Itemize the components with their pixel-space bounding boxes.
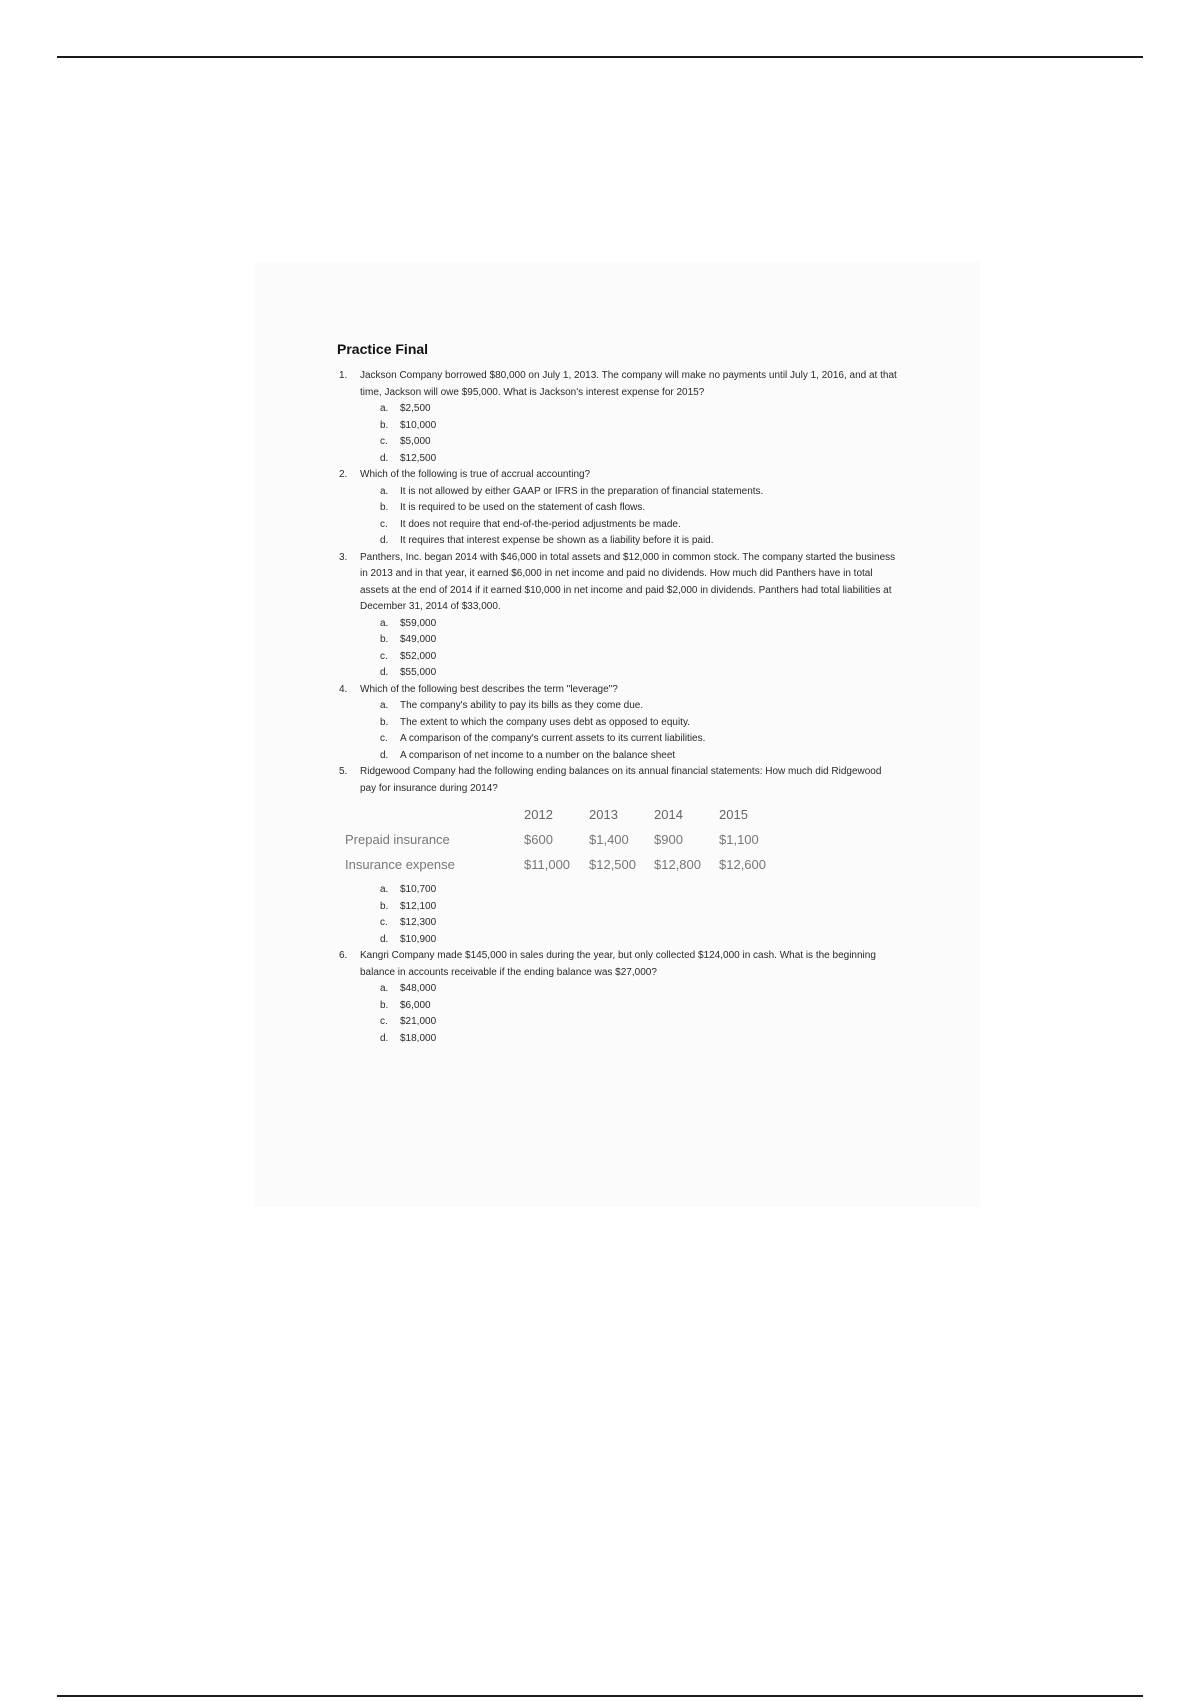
table-cell: $1,100	[719, 832, 759, 848]
option-letter: d.	[380, 933, 389, 945]
option-letter: c.	[380, 650, 388, 662]
answer-option-d	[380, 533, 897, 550]
answer-option-a	[380, 401, 897, 418]
question-text: Jackson Company borrowed $80,000 on July 1, 2013. The company will make no payments until July 1, 2016, and at that time, Jackson will owe $95,000. What is Jackson's interest expense for 2015?	[360, 370, 897, 398]
answer-option-b	[380, 632, 897, 649]
answer-option-c	[380, 649, 897, 666]
answer-option-a	[380, 698, 897, 715]
option-text: $12,300	[400, 917, 437, 928]
option-letter: b.	[380, 634, 389, 645]
question-3	[337, 550, 897, 682]
option-text: $12,100	[400, 900, 437, 912]
option-letter: a.	[380, 700, 389, 711]
answer-option-c	[380, 915, 897, 932]
option-letter: a.	[380, 485, 389, 497]
answer-options	[380, 484, 897, 550]
option-text: $5,000	[400, 436, 431, 447]
question-number: 3.	[339, 551, 348, 563]
answer-option-b	[380, 500, 897, 517]
option-text: A comparison of net income to a number on the balance sheet	[400, 749, 676, 761]
answer-options	[380, 616, 897, 682]
row-label: Insurance expense	[345, 857, 455, 873]
answer-option-b	[380, 715, 897, 732]
question-text: Which of the following is true of accrual accounting?	[360, 469, 591, 480]
option-text: $10,000	[400, 419, 437, 431]
question-4	[337, 682, 897, 765]
answer-options	[380, 981, 897, 1047]
option-text: $52,000	[400, 650, 437, 662]
question-number: 5.	[339, 766, 348, 777]
option-text: It requires that interest expense be shown as a liability before it is paid.	[400, 535, 714, 546]
answer-option-b	[380, 998, 897, 1015]
option-letter: d.	[380, 1032, 389, 1044]
table-row	[345, 828, 784, 853]
insurance-balances-table	[345, 803, 784, 878]
question-number: 2.	[339, 469, 348, 480]
option-letter: b.	[380, 999, 389, 1011]
option-text: $18,000	[400, 1032, 437, 1044]
answer-options	[380, 401, 897, 467]
answer-option-d	[380, 932, 897, 949]
answer-options	[380, 698, 897, 764]
answer-option-b	[380, 418, 897, 435]
option-letter: a.	[380, 983, 389, 994]
question-text: Ridgewood Company had the following ending balances on its annual financial statements: How much did Ridgewood pay for insurance during 2014?	[360, 766, 882, 794]
option-text: $6,000	[400, 999, 431, 1011]
document-content	[337, 340, 897, 1047]
question-text: Which of the following best describes the term "leverage"?	[360, 683, 618, 695]
answer-option-c	[380, 1014, 897, 1031]
option-text: It does not require that end-of-the-period adjustments be made.	[400, 518, 681, 530]
question-number: 6.	[339, 950, 348, 961]
document-title: Practice Final	[337, 341, 429, 357]
option-letter: b.	[380, 900, 389, 912]
option-text: It is not allowed by either GAAP or IFRS in the preparation of financial statements.	[400, 485, 764, 497]
year-header: 2015	[719, 807, 748, 823]
option-letter: c.	[380, 1016, 388, 1027]
answer-option-c	[380, 434, 897, 451]
option-letter: d.	[380, 667, 389, 678]
option-letter: b.	[380, 502, 389, 513]
answer-option-d	[380, 748, 897, 765]
option-text: The extent to which the company uses debt as opposed to equity.	[400, 716, 690, 728]
answer-option-d	[380, 1031, 897, 1048]
question-2	[337, 467, 897, 550]
option-letter: c.	[380, 917, 388, 928]
option-text: It is required to be used on the statement of cash flows.	[400, 502, 646, 513]
table-cell: $12,600	[719, 857, 766, 873]
answer-option-d	[380, 665, 897, 682]
year-header: 2012	[524, 807, 553, 823]
option-letter: b.	[380, 419, 389, 431]
option-letter: d.	[380, 749, 389, 761]
answer-option-a	[380, 616, 897, 633]
option-text: A comparison of the company's current assets to its current liabilities.	[400, 733, 706, 744]
answer-option-d	[380, 451, 897, 468]
option-letter: b.	[380, 716, 389, 728]
answer-options	[380, 882, 897, 948]
option-letter: a.	[380, 403, 389, 414]
table-cell: $900	[654, 832, 683, 848]
question-text: Kangri Company made $145,000 in sales during the year, but only collected $124,000 in cash. What is the beginning balance in accounts receivable if the ending balance was $27,000?	[360, 950, 876, 978]
question-number: 1.	[339, 370, 348, 381]
option-text: $49,000	[400, 634, 437, 645]
table-row	[345, 853, 784, 878]
answer-option-c	[380, 517, 897, 534]
question-text: Panthers, Inc. began 2014 with $46,000 in total assets and $12,000 in common stock. The company started the business in 2013 and in that year, it earned $6,000 in net income and paid no dividends. How much did Panthers have in total assets at the end of 2014 if it earned $10,000 in net income and paid $2,000 in dividends. Panthers had total liabilities at December 31, 2014 of $33,000.	[360, 551, 896, 612]
answer-option-a	[380, 882, 897, 899]
option-text: $55,000	[400, 667, 437, 678]
option-text: $10,700	[400, 884, 437, 895]
table-header-row	[345, 803, 784, 828]
question-6	[337, 948, 897, 1047]
year-header: 2013	[589, 807, 618, 823]
option-text: The company's ability to pay its bills as they come due.	[400, 700, 644, 711]
option-text: $12,500	[400, 452, 437, 464]
option-text: $48,000	[400, 983, 437, 994]
option-letter: d.	[380, 535, 389, 546]
answer-option-c	[380, 731, 897, 748]
table-cell: $600	[524, 832, 553, 848]
option-text: $59,000	[400, 617, 437, 629]
option-letter: a.	[380, 617, 389, 629]
year-header: 2014	[654, 807, 683, 823]
row-label: Prepaid insurance	[345, 832, 450, 848]
answer-option-a	[380, 981, 897, 998]
question-5	[337, 764, 897, 948]
option-letter: c.	[380, 733, 388, 744]
table-cell: $12,500	[589, 857, 636, 873]
table-cell: $11,000	[524, 857, 571, 873]
option-letter: c.	[380, 436, 388, 447]
option-letter: d.	[380, 452, 389, 464]
table-cell: $1,400	[589, 832, 629, 848]
option-text: $10,900	[400, 933, 437, 945]
answer-option-a	[380, 484, 897, 501]
option-letter: c.	[380, 518, 388, 530]
bottom-rule	[57, 1695, 1143, 1697]
table-cell: $12,800	[654, 857, 701, 873]
option-letter: a.	[380, 884, 389, 895]
top-rule	[57, 56, 1143, 58]
question-1	[337, 368, 897, 467]
option-text: $21,000	[400, 1016, 437, 1027]
option-text: $2,500	[400, 403, 431, 414]
question-number: 4.	[339, 683, 348, 695]
answer-option-b	[380, 899, 897, 916]
